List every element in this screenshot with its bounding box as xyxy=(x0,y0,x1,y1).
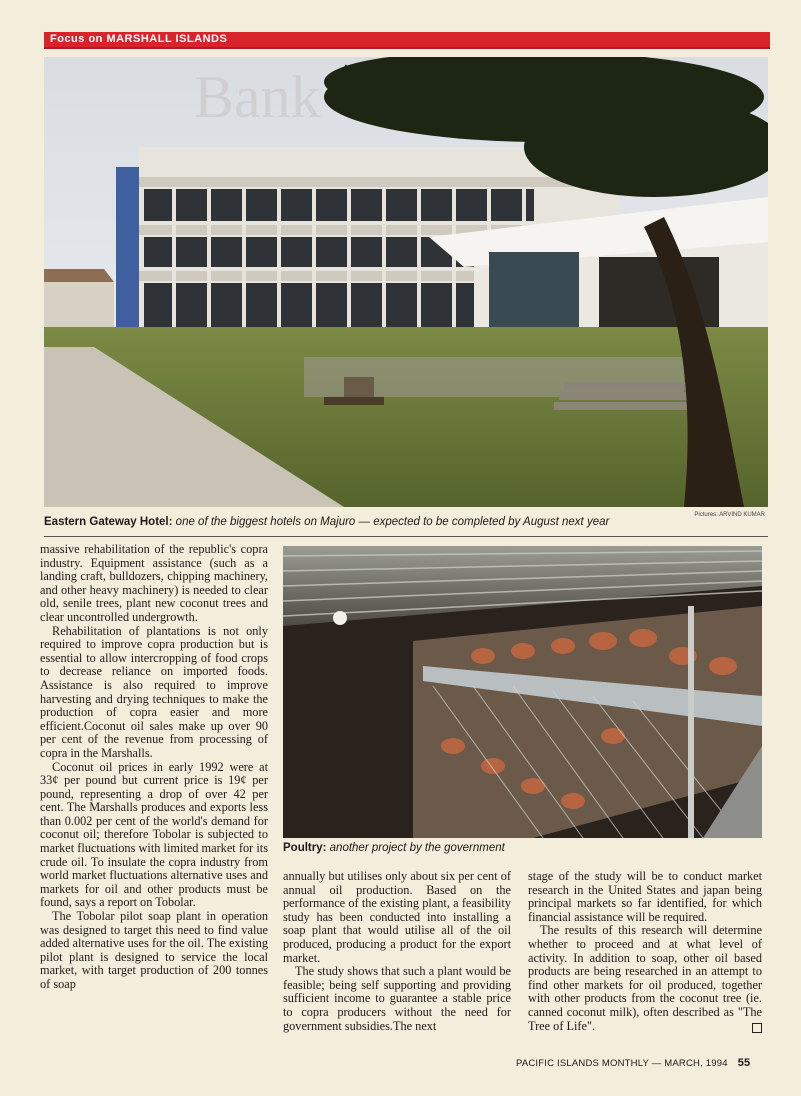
paragraph: annually but utilises only about six per cent of annual oil production. Based on the performance of the existing plant, a feasibility study has been conducted into installing a soap plant that would utilise all of the oil produced, producing a product for the export market. xyxy=(283,870,511,965)
article-column-2 xyxy=(283,870,511,1035)
poultry-caption-text: another project by the government xyxy=(329,842,505,854)
article-column-1 xyxy=(40,543,268,1033)
paragraph-text: The results of this research will determine whether to proceed and at what level of activity. In addition to soap, other oil based products are being researched in an attempt to find other markets for oil produced, together with other products from the coconut tree (ie. canned coconut milk), often described as "The Tree of Life". xyxy=(528,923,762,1033)
section-banner xyxy=(44,32,770,49)
publication-line: PACIFIC ISLANDS MONTHLY — MARCH, 1994 xyxy=(516,1058,728,1069)
banner-focus: Focus on xyxy=(50,33,103,45)
paragraph: massive rehabilitation of the republic's copra industry. Equipment assistance (such as a landing craft, bulldozers, chipping machinery, and other heavy machinery) is needed to clear old, senile trees, plant new coconut trees and clear uncontrolled undergrowth. xyxy=(40,543,268,624)
photo-credit: Pictures: ARVIND KUMAR xyxy=(694,512,765,518)
banner-country: MARSHALL ISLANDS xyxy=(106,33,228,45)
paragraph: Rehabilitation of plantations is not only required to improve copra production but is essential to allow intercropping of food crops to decrease reliance on imported foods. Assistance is also required to improve harvesting and drying techniques to make the production of copra easier and more efficient.Coconut oil sales make up over 90 per cent of the revenue from processing of copra in the Marshalls. xyxy=(40,623,268,760)
page-footer xyxy=(516,1057,750,1069)
poultry-caption-title: Poultry: xyxy=(283,842,327,854)
end-mark-icon xyxy=(752,1023,762,1033)
caption-divider xyxy=(44,536,768,537)
page-number: 55 xyxy=(737,1057,751,1069)
hotel-caption xyxy=(44,516,609,528)
paragraph: The study shows that such a plant would be feasible; being self supporting and providing sufficient income to guarantee a stable price to copra producers without the need for government subsidies.The next xyxy=(283,964,511,1033)
hotel-photo xyxy=(44,57,768,507)
svg-text:Bank: Bank xyxy=(194,64,321,130)
paragraph: The Tobolar pilot soap plant in operation was designed to target this need to find value added alternative uses for the oil. The existing pilot plant is designed to service the local market, with target production of 200 tonnes of soap xyxy=(40,909,268,991)
hotel-caption-title: Eastern Gateway Hotel: xyxy=(44,516,173,528)
paragraph: Coconut oil prices in early 1992 were at 33¢ per pound but current price is 19¢ per pound, representing a drop of over 42 per cent. The Marshalls produces and exports less than 0.002 per cent of the world's demand for coconut oil; therefore Tobolar is subjected to market fluctuations with limited market for its crude oil. To insulate the copra industry from world market fluctuations alternative uses and markets for oil and other products must be found, says a report on Tobolar. xyxy=(40,759,268,910)
poultry-caption xyxy=(283,842,505,854)
article-column-3 xyxy=(528,870,762,1035)
hotel-caption-text: one of the biggest hotels on Majuro — expected to be completed by August next year xyxy=(175,516,610,528)
poultry-photo xyxy=(283,546,762,838)
banner-text xyxy=(50,32,227,47)
paragraph: stage of the study will be to conduct market research in the United States and japan being principal markets so far identified, for which financial assistance will be required. xyxy=(528,870,762,924)
paragraph xyxy=(528,924,762,1033)
